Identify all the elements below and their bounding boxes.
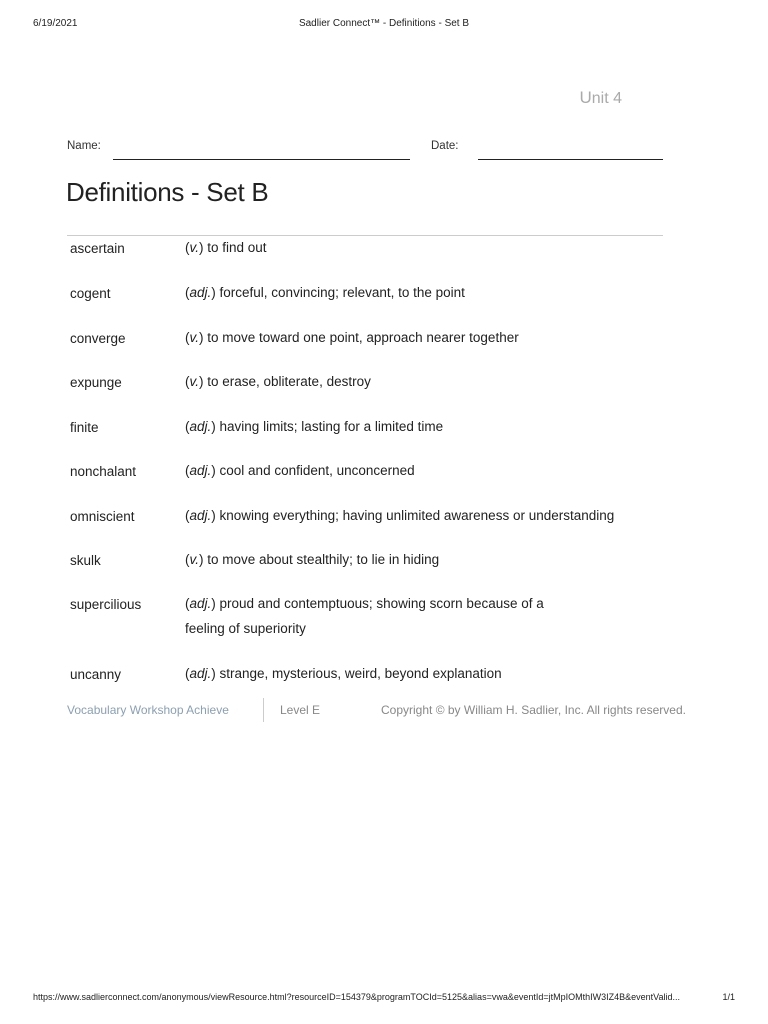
date-label: Date: xyxy=(431,140,459,152)
entry-word: converge xyxy=(70,331,126,346)
entry-part-of-speech: adj. xyxy=(189,596,212,611)
print-page-title: Sadlier Connect™ - Definitions - Set B xyxy=(298,18,470,29)
footer-brand: Vocabulary Workshop Achieve xyxy=(67,703,229,717)
entry-definition: (adj.) having limits; lasting for a limited time xyxy=(185,419,444,434)
entry-definition: (v.) to erase, obliterate, destroy xyxy=(185,374,371,389)
entry-word: cogent xyxy=(70,286,111,301)
entry-definition-text: forceful, convincing; relevant, to the point xyxy=(215,285,465,300)
entry-definition-text: having limits; lasting for a limited time xyxy=(215,419,444,434)
entry-word: supercilious xyxy=(70,597,142,612)
footer-copyright: Copyright © by William H. Sadlier, Inc. All rights reserved. xyxy=(381,703,686,717)
entry-word: omniscient xyxy=(70,509,135,524)
entry-definition: (adj.) cool and confident, unconcerned xyxy=(185,463,415,478)
footer-divider xyxy=(263,698,264,722)
entry-definition: (adj.) knowing everything; having unlimited awareness or understanding xyxy=(185,508,615,523)
footer-level: Level E xyxy=(280,703,321,717)
entry-definition: (v.) to find out xyxy=(185,240,267,255)
entry-part-of-speech: v. xyxy=(189,552,199,567)
entry-part-of-speech: v. xyxy=(189,374,199,389)
entry-part-of-speech: adj. xyxy=(189,285,212,300)
entry-definition: (adj.) forceful, convincing; relevant, to the point xyxy=(185,285,465,300)
entry-part-of-speech: adj. xyxy=(189,666,212,681)
entry-part-of-speech: v. xyxy=(189,240,199,255)
print-page-number: 1/1 xyxy=(722,992,735,1002)
page-title: Definitions - Set B xyxy=(66,177,269,207)
page-footer xyxy=(67,702,707,724)
entry-definition: (v.) to move about stealthily; to lie in hiding xyxy=(185,552,440,567)
entry-definition-text: to move toward one point, approach nearer together xyxy=(203,330,519,345)
entry-definition: (adj.) strange, mysterious, weird, beyond explanation xyxy=(185,666,502,681)
print-url: https://www.sadlierconnect.com/anonymous/viewResource.html?resourceID=154379&programTOCId=5125&alias=vwa&eventId=jtMpIOMthIW3IZ4B&eventValid... xyxy=(33,992,680,1002)
entry-definition-text: cool and confident, unconcerned xyxy=(215,463,415,478)
entry-part-of-speech: v. xyxy=(189,330,199,345)
entry-part-of-speech: adj. xyxy=(189,419,212,434)
date-field[interactable] xyxy=(478,159,663,160)
entry-definition: (v.) to move toward one point, approach nearer together xyxy=(185,330,519,345)
entry-word: skulk xyxy=(70,553,101,568)
entry-definition-text: strange, mysterious, weird, beyond explanation xyxy=(215,666,502,681)
name-date-row xyxy=(67,140,663,162)
entry-word: ascertain xyxy=(70,241,125,256)
unit-initial: U xyxy=(579,88,592,107)
print-header xyxy=(0,18,768,34)
entry-word: uncanny xyxy=(70,667,122,682)
unit-rest: nit 4 xyxy=(591,90,622,107)
entry-part-of-speech: adj. xyxy=(189,463,212,478)
entry-word: nonchalant xyxy=(70,464,137,479)
entry-word: finite xyxy=(70,420,99,435)
print-footer xyxy=(0,992,768,1006)
entry-definition-text: knowing everything; having unlimited awareness or understanding xyxy=(215,508,615,523)
name-label: Name: xyxy=(67,140,101,152)
entry-word: expunge xyxy=(70,375,122,390)
print-date: 6/19/2021 xyxy=(33,18,78,29)
entry-definition: (adj.) proud and contemptuous; showing scorn because of a feeling of superiority xyxy=(185,596,544,636)
unit-label xyxy=(579,88,622,108)
entry-definition-text: to erase, obliterate, destroy xyxy=(203,374,371,389)
name-field[interactable] xyxy=(113,159,410,160)
entry-part-of-speech: adj. xyxy=(189,508,212,523)
entry-definition-text: to move about stealthily; to lie in hiding xyxy=(203,552,440,567)
entry-definition-text: proud and contemptuous; showing scorn because of a feeling of superiority xyxy=(185,596,544,636)
entry-definition-text: to find out xyxy=(203,240,267,255)
